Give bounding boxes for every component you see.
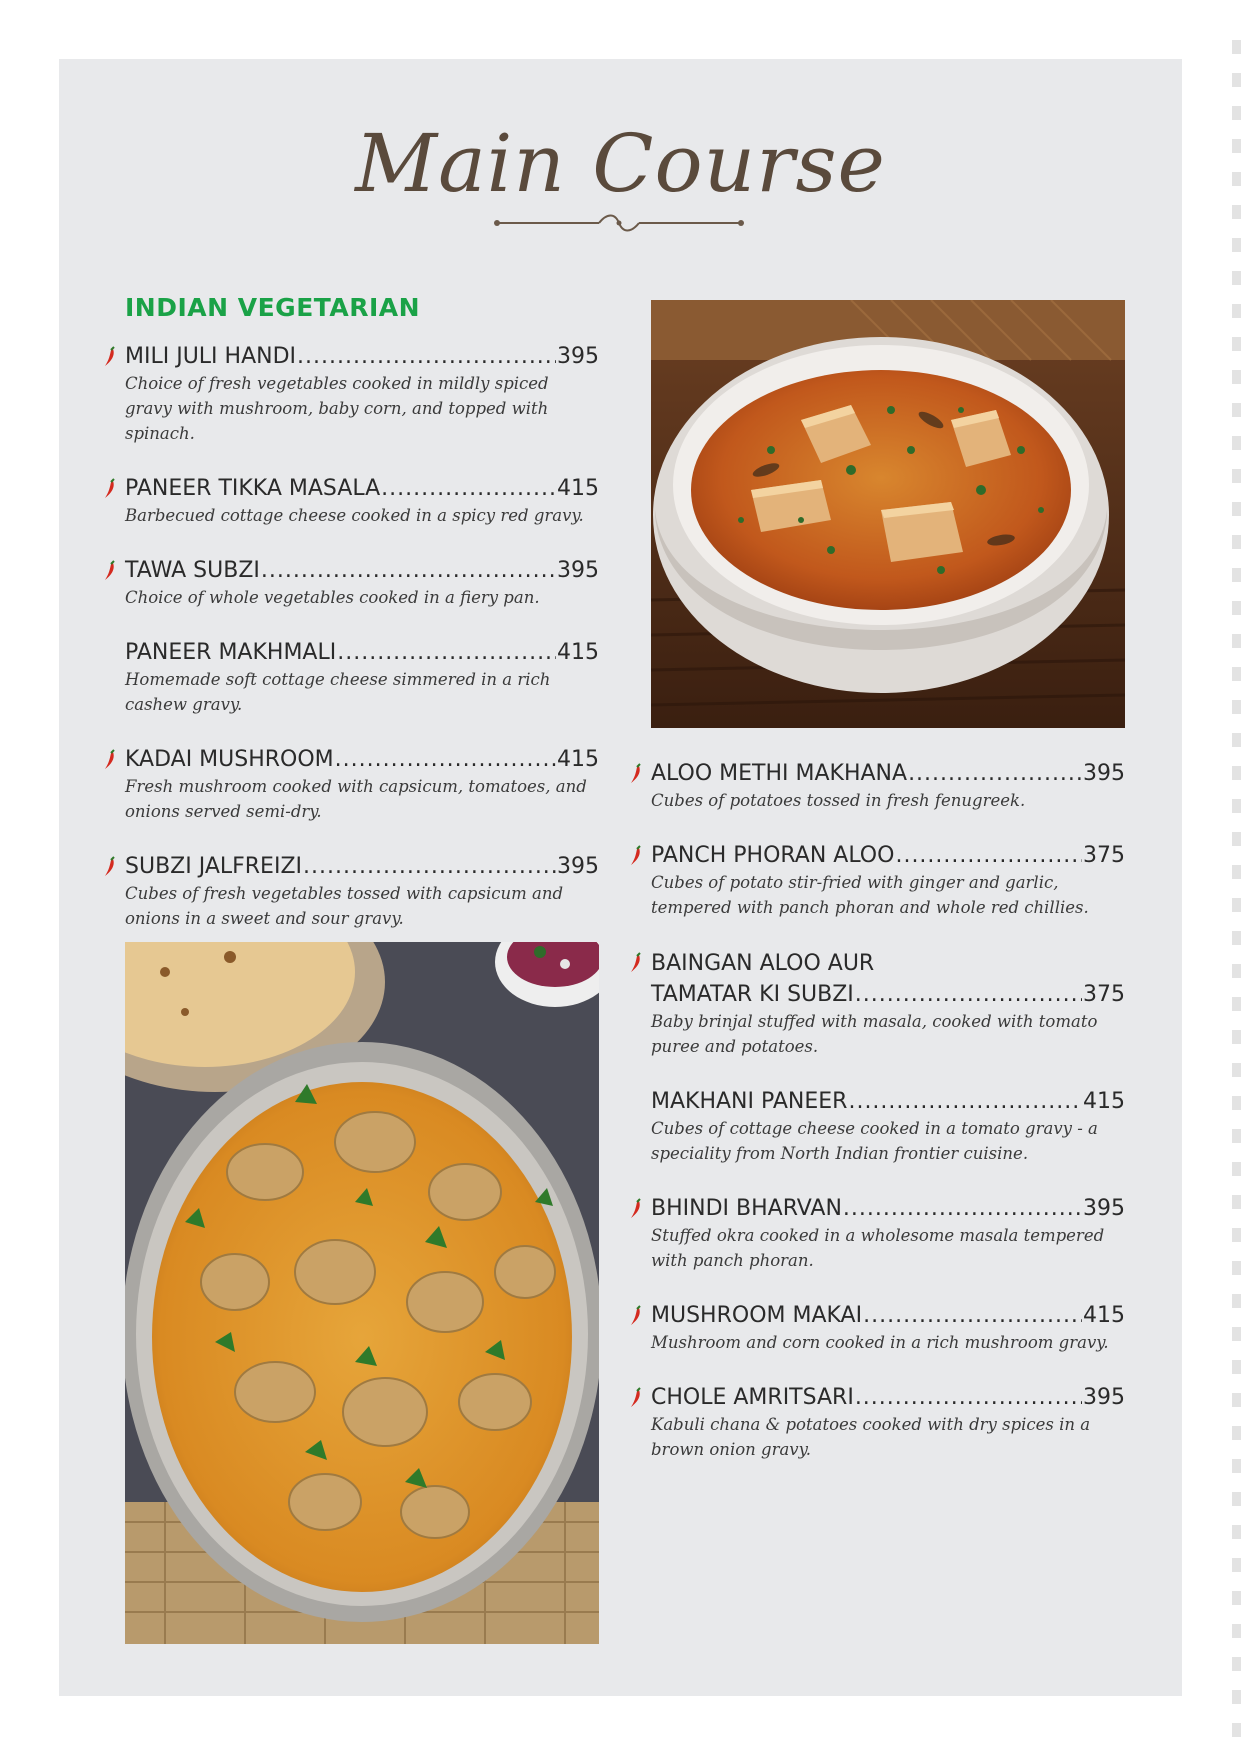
menu-item-title-row	[125, 745, 599, 774]
menu-item-description: Baby brinjal stuffed with masala, cooked with tomato puree and potatoes.	[651, 1012, 1098, 1056]
edge-mark	[1232, 436, 1241, 450]
title-flourish	[489, 211, 749, 235]
chili-icon	[103, 478, 117, 500]
menu-item-description: Cubes of fresh vegetables tossed with capsicum and onions in a sweet and sour gravy.	[125, 884, 564, 928]
edge-mark	[1232, 106, 1241, 120]
edge-mark	[1232, 799, 1241, 813]
menu-item	[125, 745, 599, 824]
edge-mark	[1232, 73, 1241, 87]
menu-item-name: CHOLE AMRITSARI	[651, 1385, 854, 1410]
chili-icon	[103, 856, 117, 878]
edge-mark	[1232, 568, 1241, 582]
edge-mark	[1232, 733, 1241, 747]
menu-item	[651, 1194, 1125, 1273]
edge-mark	[1232, 502, 1241, 516]
edge-mark	[1232, 1426, 1241, 1440]
dot-leader	[848, 1087, 1082, 1116]
menu-item-price: 395	[1083, 1385, 1125, 1410]
menu-item-title-row	[125, 638, 599, 667]
menu-item-title-row	[651, 1383, 1125, 1412]
menu-item	[125, 852, 599, 931]
section-heading: INDIAN VEGETARIAN	[125, 293, 421, 322]
dot-leader	[855, 1383, 1082, 1412]
menu-item-price: 415	[557, 476, 599, 501]
menu-item	[651, 759, 1125, 813]
dot-leader	[843, 1194, 1082, 1223]
chili-icon	[629, 1305, 643, 1327]
chili-icon	[629, 1198, 643, 1220]
menu-item-title-row	[125, 474, 599, 503]
menu-item	[651, 841, 1125, 920]
menu-item-name: BHINDI BHARVAN	[651, 1196, 842, 1221]
edge-mark	[1232, 139, 1241, 153]
menu-item-description: Stuffed okra cooked in a wholesome masala tempered with panch phoran.	[651, 1226, 1105, 1270]
menu-item-name-line1: BAINGAN ALOO AUR	[651, 951, 875, 976]
menu-item-description: Fresh mushroom cooked with capsicum, tomatoes, and onions served semi-dry.	[125, 777, 587, 821]
edge-mark	[1232, 1228, 1241, 1242]
menu-item-title-row	[125, 852, 599, 881]
edge-mark	[1232, 1492, 1241, 1506]
menu-item-description: Cubes of potato stir-fried with ginger and garlic, tempered with panch phoran and whole red chillies.	[651, 873, 1089, 917]
edge-mark	[1232, 1096, 1241, 1110]
edge-mark	[1232, 1591, 1241, 1605]
menu-item-description: Choice of fresh vegetables cooked in mildly spiced gravy with mushroom, baby corn, and topped with spinach.	[125, 374, 549, 443]
dot-leader	[337, 638, 556, 667]
chili-icon	[629, 1387, 643, 1409]
menu-item-price: 415	[1083, 1303, 1125, 1328]
edge-mark	[1232, 205, 1241, 219]
menu-item-title-row	[125, 342, 599, 371]
edge-mark	[1232, 601, 1241, 615]
edge-mark	[1232, 1525, 1241, 1539]
menu-item-name: MUSHROOM MAKAI	[651, 1303, 863, 1328]
menu-item-description: Homemade soft cottage cheese simmered in a rich cashew gravy.	[125, 670, 551, 714]
edge-mark	[1232, 370, 1241, 384]
edge-mark	[1232, 1162, 1241, 1176]
menu-item-description: Barbecued cottage cheese cooked in a spicy red gravy.	[125, 506, 584, 525]
menu-item-price: 395	[1083, 761, 1125, 786]
menu-item-price: 395	[557, 854, 599, 879]
chili-icon	[103, 346, 117, 368]
edge-mark	[1232, 1063, 1241, 1077]
menu-item-name: TAMATAR KI SUBZI	[651, 982, 854, 1007]
edge-mark	[1232, 337, 1241, 351]
paneer-curry-photo	[651, 300, 1125, 728]
menu-item-price: 415	[557, 640, 599, 665]
menu-page	[59, 59, 1182, 1696]
menu-item-description: Kabuli chana & potatoes cooked with dry spices in a brown onion gravy.	[651, 1415, 1091, 1459]
menu-item-description: Cubes of cottage cheese cooked in a tomato gravy - a speciality from North Indian frontier cuisine.	[651, 1119, 1098, 1163]
edge-mark	[1232, 700, 1241, 714]
edge-mark	[1232, 535, 1241, 549]
edge-mark	[1232, 1129, 1241, 1143]
menu-item-name: PANEER MAKHMALI	[125, 640, 337, 665]
dot-leader	[855, 980, 1082, 1009]
dot-leader	[303, 852, 556, 881]
menu-item	[125, 638, 599, 717]
edge-mark	[1232, 898, 1241, 912]
edge-mark	[1232, 1294, 1241, 1308]
edge-mark	[1232, 1558, 1241, 1572]
menu-item-price: 375	[1083, 843, 1125, 868]
dot-leader	[863, 1301, 1082, 1330]
menu-item-name: MAKHANI PANEER	[651, 1089, 848, 1114]
menu-item-description: Choice of whole vegetables cooked in a fiery pan.	[125, 588, 540, 607]
menu-item-title-row	[651, 841, 1125, 870]
edge-mark	[1232, 766, 1241, 780]
menu-item	[125, 556, 599, 610]
edge-mark	[1232, 304, 1241, 318]
edge-mark	[1232, 1657, 1241, 1671]
menu-item	[125, 342, 599, 446]
mushroom-curry-illustration	[125, 942, 599, 1644]
edge-mark	[1232, 1393, 1241, 1407]
menu-item-price: 375	[1083, 982, 1125, 1007]
menu-item-price: 415	[557, 747, 599, 772]
menu-item-price: 395	[1083, 1196, 1125, 1221]
menu-item-title-row	[651, 1087, 1125, 1116]
menu-item-title-row	[125, 556, 599, 585]
menu-item-name: PANEER TIKKA MASALA	[125, 476, 381, 501]
edge-mark	[1232, 469, 1241, 483]
edge-mark	[1232, 931, 1241, 945]
edge-mark	[1232, 964, 1241, 978]
menu-item-description: Cubes of potatoes tossed in fresh fenugreek.	[651, 791, 1026, 810]
edge-mark	[1232, 1624, 1241, 1638]
dot-leader	[261, 556, 556, 585]
menu-item-name: ALOO METHI MAKHANA	[651, 761, 908, 786]
page-edge-marks	[1231, 0, 1241, 1754]
menu-item-price: 415	[1083, 1089, 1125, 1114]
edge-mark	[1232, 40, 1241, 54]
edge-mark	[1232, 832, 1241, 846]
dot-leader	[381, 474, 556, 503]
edge-mark	[1232, 1723, 1241, 1737]
edge-mark	[1232, 997, 1241, 1011]
menu-column-right	[651, 759, 1125, 1490]
edge-mark	[1232, 865, 1241, 879]
chili-icon	[103, 749, 117, 771]
edge-mark	[1232, 1195, 1241, 1209]
dot-leader	[335, 745, 556, 774]
menu-item-name: MILI JULI HANDI	[125, 344, 297, 369]
edge-mark	[1232, 1030, 1241, 1044]
edge-mark	[1232, 1459, 1241, 1473]
menu-column-left	[125, 342, 599, 959]
menu-item	[651, 1383, 1125, 1462]
menu-item-title-row	[651, 980, 1125, 1009]
edge-mark	[1232, 1261, 1241, 1275]
edge-mark	[1232, 172, 1241, 186]
menu-item-name: SUBZI JALFREIZI	[125, 854, 303, 879]
menu-item	[651, 948, 1125, 1059]
edge-mark	[1232, 1360, 1241, 1374]
menu-item-title-row	[651, 1194, 1125, 1223]
page-title: Main Course	[355, 117, 886, 210]
menu-item-name: TAWA SUBZI	[125, 558, 260, 583]
paneer-curry-illustration	[651, 300, 1125, 728]
dot-leader	[895, 841, 1082, 870]
menu-item	[651, 1087, 1125, 1166]
edge-mark	[1232, 403, 1241, 417]
edge-mark	[1232, 1690, 1241, 1704]
chili-icon	[629, 763, 643, 785]
menu-item-description: Mushroom and corn cooked in a rich mushroom gravy.	[651, 1333, 1109, 1352]
chili-icon	[103, 560, 117, 582]
edge-mark	[1232, 634, 1241, 648]
menu-item-title-row	[651, 759, 1125, 788]
menu-item	[125, 474, 599, 528]
chili-icon	[629, 952, 643, 974]
menu-item-price: 395	[557, 344, 599, 369]
edge-mark	[1232, 238, 1241, 252]
mushroom-curry-photo	[125, 942, 599, 1644]
dot-leader	[908, 759, 1082, 788]
menu-item	[651, 1301, 1125, 1355]
menu-item-name: PANCH PHORAN ALOO	[651, 843, 895, 868]
edge-mark	[1232, 667, 1241, 681]
dot-leader	[297, 342, 556, 371]
edge-mark	[1232, 1327, 1241, 1341]
menu-item-title-row	[651, 1301, 1125, 1330]
menu-item-name: KADAI MUSHROOM	[125, 747, 334, 772]
menu-item-price: 395	[557, 558, 599, 583]
edge-mark	[1232, 271, 1241, 285]
chili-icon	[629, 845, 643, 867]
